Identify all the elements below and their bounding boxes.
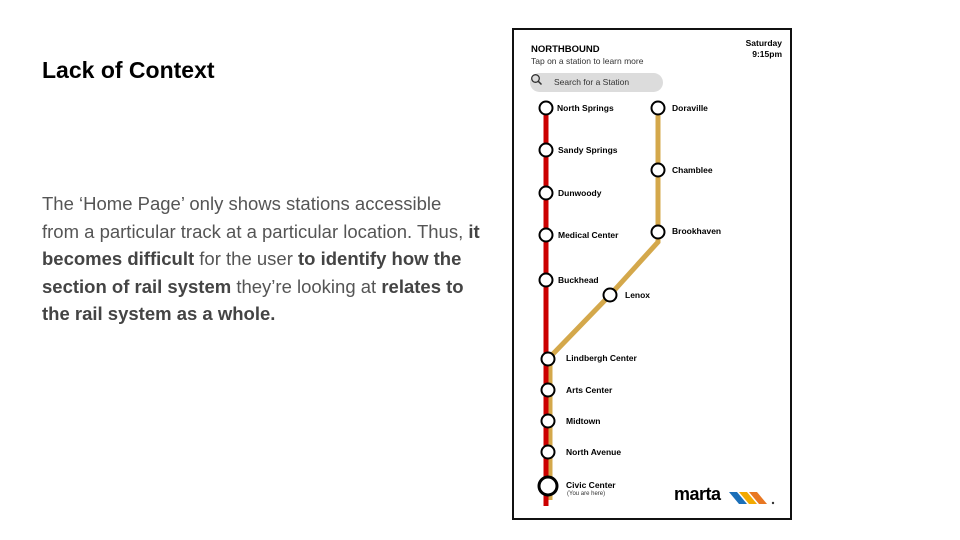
- label-buckhead[interactable]: Buckhead: [558, 275, 599, 285]
- search-input[interactable]: [530, 73, 663, 92]
- station-brookhaven[interactable]: [652, 226, 665, 239]
- time-label: 9:15pm: [752, 49, 782, 59]
- phone-mockup: [512, 28, 792, 520]
- rail-map: [514, 30, 790, 518]
- body-text-3: they’re looking at: [231, 275, 382, 297]
- station-north-springs[interactable]: [540, 102, 553, 115]
- station-buckhead[interactable]: [540, 274, 553, 287]
- body-bold-3: relates to the rail system as a whole.: [42, 275, 464, 324]
- label-lenox[interactable]: Lenox: [625, 290, 651, 300]
- datetime: [746, 38, 782, 60]
- label-north-avenue[interactable]: North Avenue: [566, 447, 622, 457]
- label-dunwoody[interactable]: Dunwoody: [558, 188, 602, 198]
- marta-stripes-icon: [729, 488, 779, 506]
- label-doraville[interactable]: Doraville: [672, 103, 708, 113]
- station-arts-center[interactable]: [542, 384, 555, 397]
- label-medical-center[interactable]: Medical Center: [558, 230, 619, 240]
- body-bold-2: to identify how the section of rail system: [42, 248, 462, 297]
- station-sandy-springs[interactable]: [540, 144, 553, 157]
- you-are-here-note: (You are here): [567, 491, 606, 497]
- label-sandy-springs[interactable]: Sandy Springs: [558, 145, 618, 155]
- gold-line: [550, 108, 658, 500]
- label-civic-center[interactable]: Civic Center: [566, 480, 616, 490]
- search-placeholder: Search for a Station: [554, 77, 630, 87]
- station-chamblee[interactable]: [652, 164, 665, 177]
- marta-logo: [674, 484, 780, 508]
- station-midtown[interactable]: [542, 415, 555, 428]
- station-civic-center[interactable]: [539, 477, 557, 495]
- station-lindbergh-center[interactable]: [542, 353, 555, 366]
- label-north-springs[interactable]: North Springs: [557, 103, 614, 113]
- body-text-2: for the user: [194, 248, 298, 269]
- station-lenox[interactable]: [604, 289, 617, 302]
- station-doraville[interactable]: [652, 102, 665, 115]
- search-icon: [530, 73, 543, 86]
- label-midtown[interactable]: Midtown: [566, 416, 601, 426]
- body-text-1: The ‘Home Page’ only shows stations accessible from a particular track at a particular location. Thus,: [42, 193, 469, 242]
- station-dunwoody[interactable]: [540, 187, 553, 200]
- station-medical-center[interactable]: [540, 229, 553, 242]
- label-lindbergh-center[interactable]: Lindbergh Center: [566, 353, 637, 363]
- logo-text: marta: [674, 484, 721, 504]
- subtitle-label: Tap on a station to learn more: [531, 56, 644, 66]
- label-brookhaven[interactable]: Brookhaven: [672, 226, 722, 236]
- slide-body-text: [42, 190, 482, 328]
- station-north-avenue[interactable]: [542, 446, 555, 459]
- body-bold-1: it becomes difficult: [42, 220, 480, 269]
- direction-label: NORTHBOUND: [531, 44, 600, 55]
- label-chamblee[interactable]: Chamblee: [672, 165, 713, 175]
- label-arts-center[interactable]: Arts Center: [566, 385, 613, 395]
- day-label: Saturday: [745, 38, 782, 48]
- slide-title: Lack of Context: [42, 57, 215, 83]
